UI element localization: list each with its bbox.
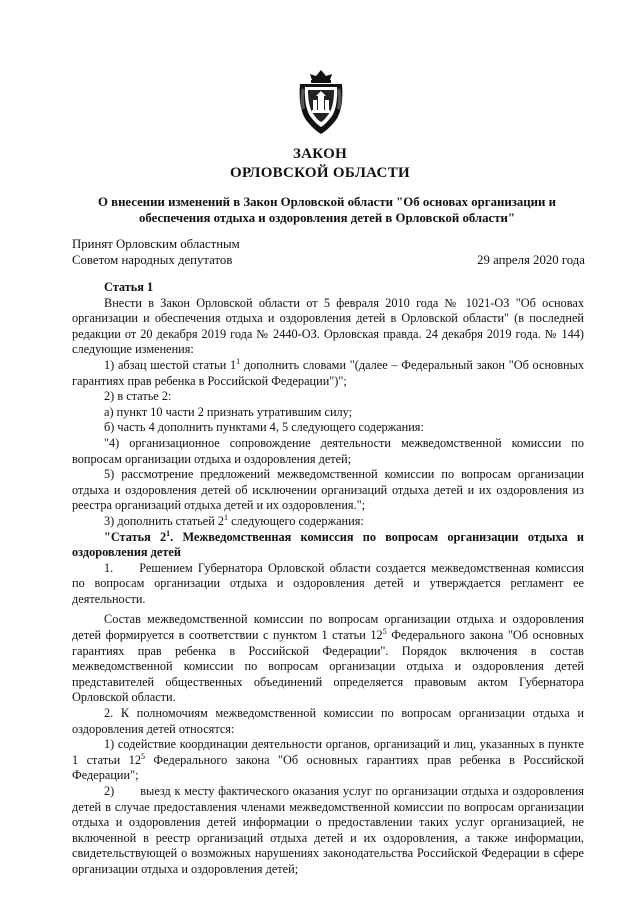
paragraph: 2. К полномочиям межведомственной комиссии по вопросам организации отдыха и оздоровления детей относятся: (72, 706, 584, 736)
article-heading: Статья 1 (104, 280, 154, 294)
adoption-info (72, 236, 240, 268)
paragraph: 1) абзац шестой статьи $1^1$ дополнить словами "(далее – Федеральный закон "Об основных гарантиях прав ребенка в Российской Федерации")"; (72, 356, 584, 388)
adoption-line-2: Советом народных депутатов (72, 253, 233, 267)
paragraph: 5) рассмотрение предложений межведомственной комиссии по вопросам организации отдыха и оздоровления детей об исключении организаций отдыха детей и их оздоровления из реестра организаций отдыха детей и их оздоровления."; (72, 467, 584, 513)
paragraph: 1. Решением Губернатора Орловской области создается межведомственная комиссия по вопросам организации отдыха и оздоровления детей и утверждается регламент ее деятельности. (72, 560, 584, 606)
paragraph: а) пункт 10 части 2 признать утратившим силу; (104, 404, 353, 419)
paragraph: б) часть 4 дополнить пунктами 4, 5 следующего содержания: (104, 420, 424, 435)
document-region: ОРЛОВСКОЙ ОБЛАСТИ (230, 165, 410, 181)
adoption-date: 29 апреля 2020 года (477, 253, 585, 267)
law-subject: О внесении изменений в Закон Орловской области "Об основах организации и обеспечения отдыха и оздоровления детей в Орловской области" (98, 195, 556, 225)
paragraph: Состав межведомственной комиссии по вопросам организации отдыха и оздоровления детей формируется в соответствии с пунктом 1 статьи $12^5$ Федерального закона "Об основных гарантиях прав ребенка в Российской Федерации". Порядок включения в состав межведомственной комиссии по вопросам организации отдыха и оздоровления детей представителей общественных объединений определяется правовым актом Губернатора Орловской области. (72, 612, 585, 705)
paragraph: 3) дополнить статьей $2^1$ следующего содержания: (104, 512, 364, 528)
article-2-1-heading: "Статья $2^1$. Межведомственная комиссия по вопросам организации отдыха и оздоровления детей (72, 528, 584, 560)
paragraph: Внести в Закон Орловской области от 5 февраля 2010 года № 1021-ОЗ "Об основах организации и обеспечения отдыха и оздоровления детей в Орловской области" (в последней редакции от 20 декабря 2019 года № 2440-ОЗ. Орловская правда. 24 декабря 2019 года. № 144) следующие изменения: (72, 295, 584, 357)
adoption-line-1: Принят Орловским областным (72, 237, 240, 251)
coat-of-arms-icon (296, 68, 346, 136)
paragraph: 2) выезд к месту фактического оказания услуг по организации отдыха и оздоровления детей в случае предоставления членами межведомственной комиссии по вопросам организации отдыха и оздоровления детей информации о предоставлении таких услуг организацией, не включенной в реестр организаций отдыха детей и их оздоровления, а также информации, свидетельствующей о возможных нарушениях законодательства Российской Федерации в сфере организации отдыха и оздоровления детей; (72, 784, 584, 876)
paragraph: 2) в статье 2: (104, 389, 172, 404)
document-body (72, 280, 584, 878)
paragraph: "4) организационное сопровождение деятельности межведомственной комиссии по вопросам организации отдыха и оздоровления детей; (72, 435, 584, 466)
paragraph: 1) содействие координации деятельности органов, организаций и лиц, указанных в пункте 1 статьи $12^5$ Федерального закона "Об основных гарантиях прав ребенка в Российской Федерации"; (72, 737, 584, 783)
document-title: ЗАКОН (292, 146, 348, 162)
coat-of-arms-emblem (296, 68, 346, 136)
